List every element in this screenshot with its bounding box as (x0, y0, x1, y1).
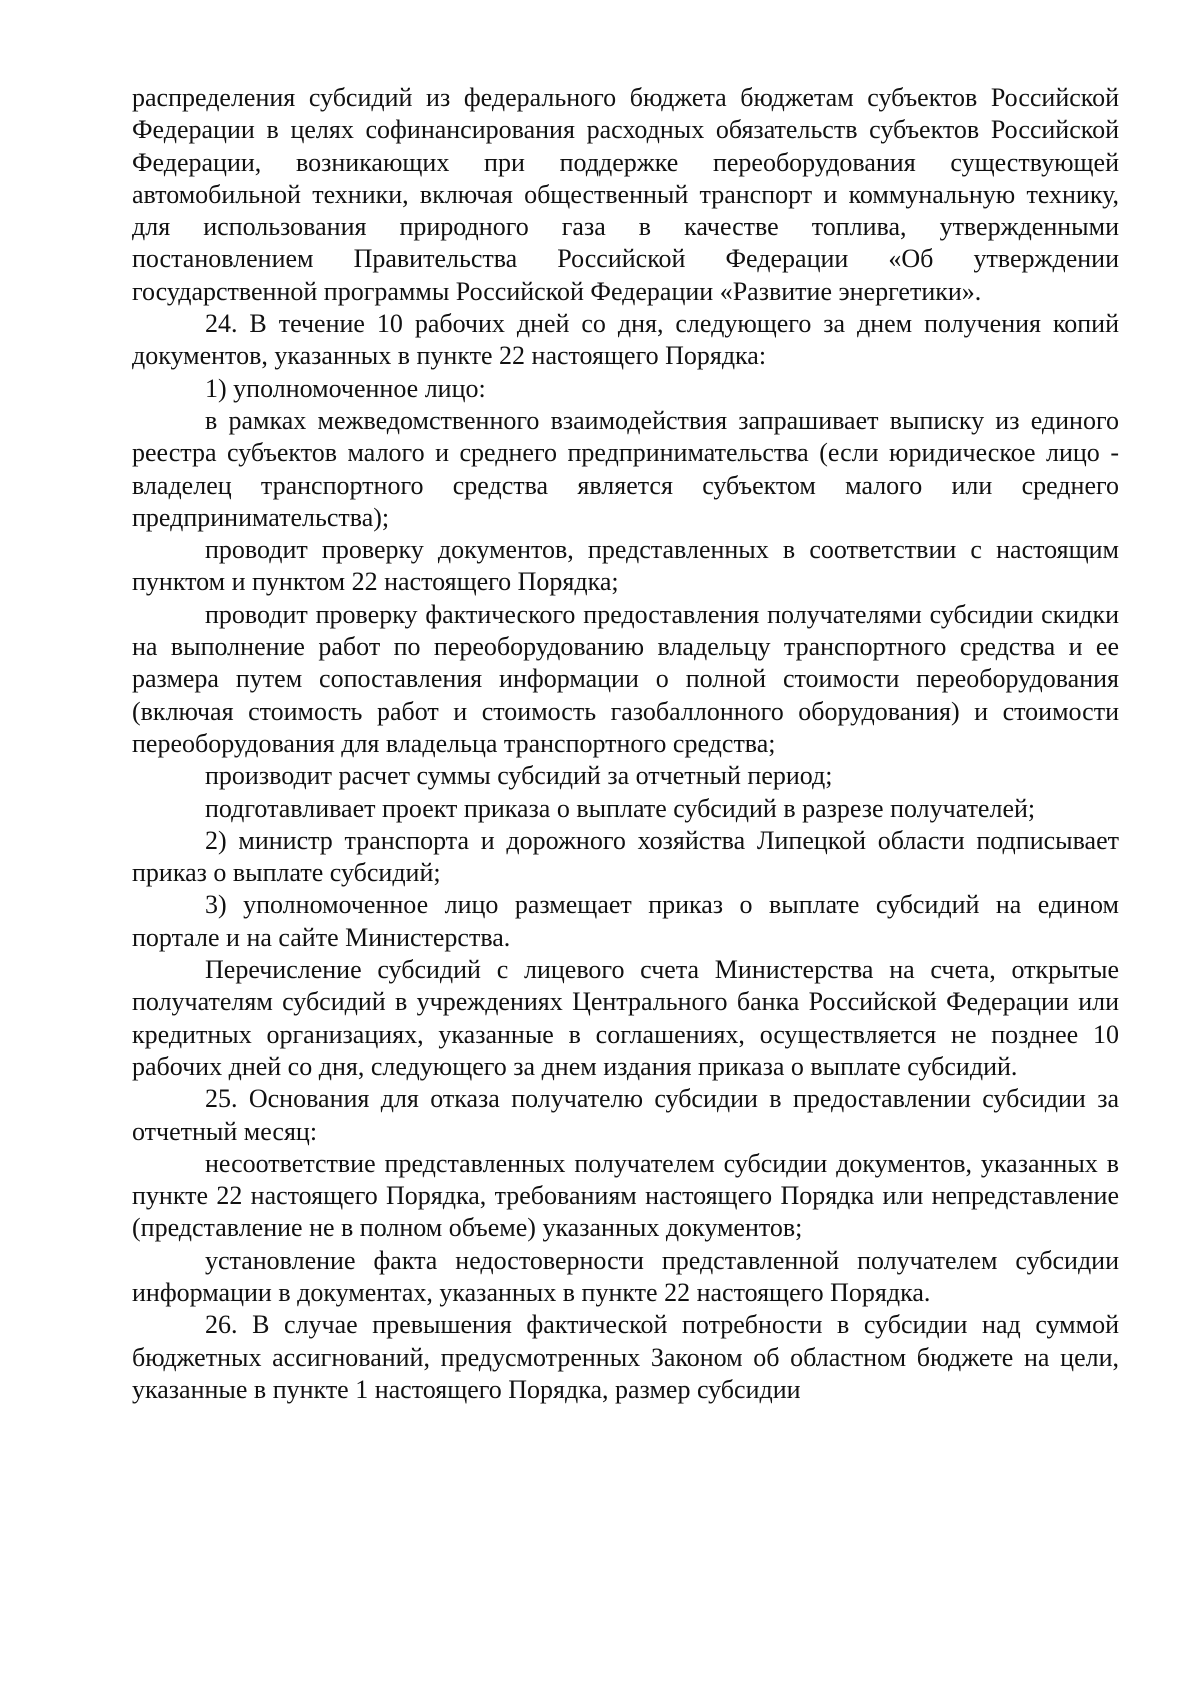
paragraph-order-draft: подготавливает проект приказа о выплате субсидий в разрезе получателей; (205, 793, 1036, 823)
document-body (132, 82, 1119, 1406)
paragraph-registry-request: в рамках межведомственного взаимодействия запрашивает выписку из единого реестра субъектов малого и среднего предпринимательства (если юридическое лицо - владелец транспортного средства является субъектом малого или среднего предпринимательства); (132, 405, 1119, 532)
paragraph-continuation: распределения субсидий из федерального бюджета бюджетам субъектов Российской Федерации в целях софинансирования расходных обязательств субъектов Российской Федерации, возникающих при поддержке переоборудования существующей автомобильной техники, включая общественный транспорт и коммунальную технику, для использования природного газа в качестве топлива, утвержденными постановлением Правительства Российской Федерации «Об утверждении государственной программы Российской Федерации «Развитие энергетики». (132, 83, 1119, 306)
paragraph-item-26: 26. В случае превышения фактической потребности в субсидии над суммой бюджетных ассигнований, предусмотренных Законом об областном бюджете на цели, указанные в пункте 1 настоящего Порядка, размер субсидии (132, 1310, 1119, 1404)
paragraph-item-25: 25. Основания для отказа получателю субсидии в предоставлении субсидии за отчетный месяц: (132, 1084, 1119, 1146)
paragraph-subitem-3: 3) уполномоченное лицо размещает приказ о выплате субсидий на едином портале и на сайте Министерства. (132, 890, 1119, 952)
paragraph-subitem-1: 1) уполномоченное лицо: (205, 373, 486, 403)
paragraph-unreliability: установление факта недостоверности представленной получателем субсидии информации в документах, указанных в пункте 22 настоящего Порядка. (132, 1245, 1119, 1307)
paragraph-item-24: 24. В течение 10 рабочих дней со дня, следующего за днем получения копий документов, указанных в пункте 22 настоящего Порядка: (132, 309, 1119, 371)
paragraph-subitem-2: 2) министр транспорта и дорожного хозяйства Липецкой области подписывает приказ о выплате субсидий; (132, 825, 1119, 888)
paragraph-discount-check: проводит проверку фактического предоставления получателями субсидии скидки на выполнение работ по переоборудованию владельцу транспортного средства и ее размера путем сопоставления информации о полной стоимости переоборудования (включая стоимость работ и стоимость газобаллонного оборудования) и стоимости переоборудования для владельца транспортного средства; (132, 599, 1119, 758)
paragraph-transfer: Перечисление субсидий с лицевого счета Министерства на счета, открытые получателям субсидий в учреждениях Центрального банка Российской Федерации или кредитных организациях, указанные в соглашениях, осуществляется не позднее 10 рабочих дней со дня, следующего за днем издания приказа о выплате субсидий. (132, 955, 1119, 1081)
paragraph-nonconformity: несоответствие представленных получателем субсидии документов, указанных в пункте 22 настоящего Порядка, требованиям настоящего Порядка или непредставление (представление не в полном объеме) указанных документов; (132, 1148, 1119, 1243)
paragraph-calculation: производит расчет суммы субсидий за отчетный период; (205, 761, 833, 791)
paragraph-document-check: проводит проверку документов, представленных в соответствии с настоящим пунктом и пунктом 22 настоящего Порядка; (132, 535, 1119, 597)
